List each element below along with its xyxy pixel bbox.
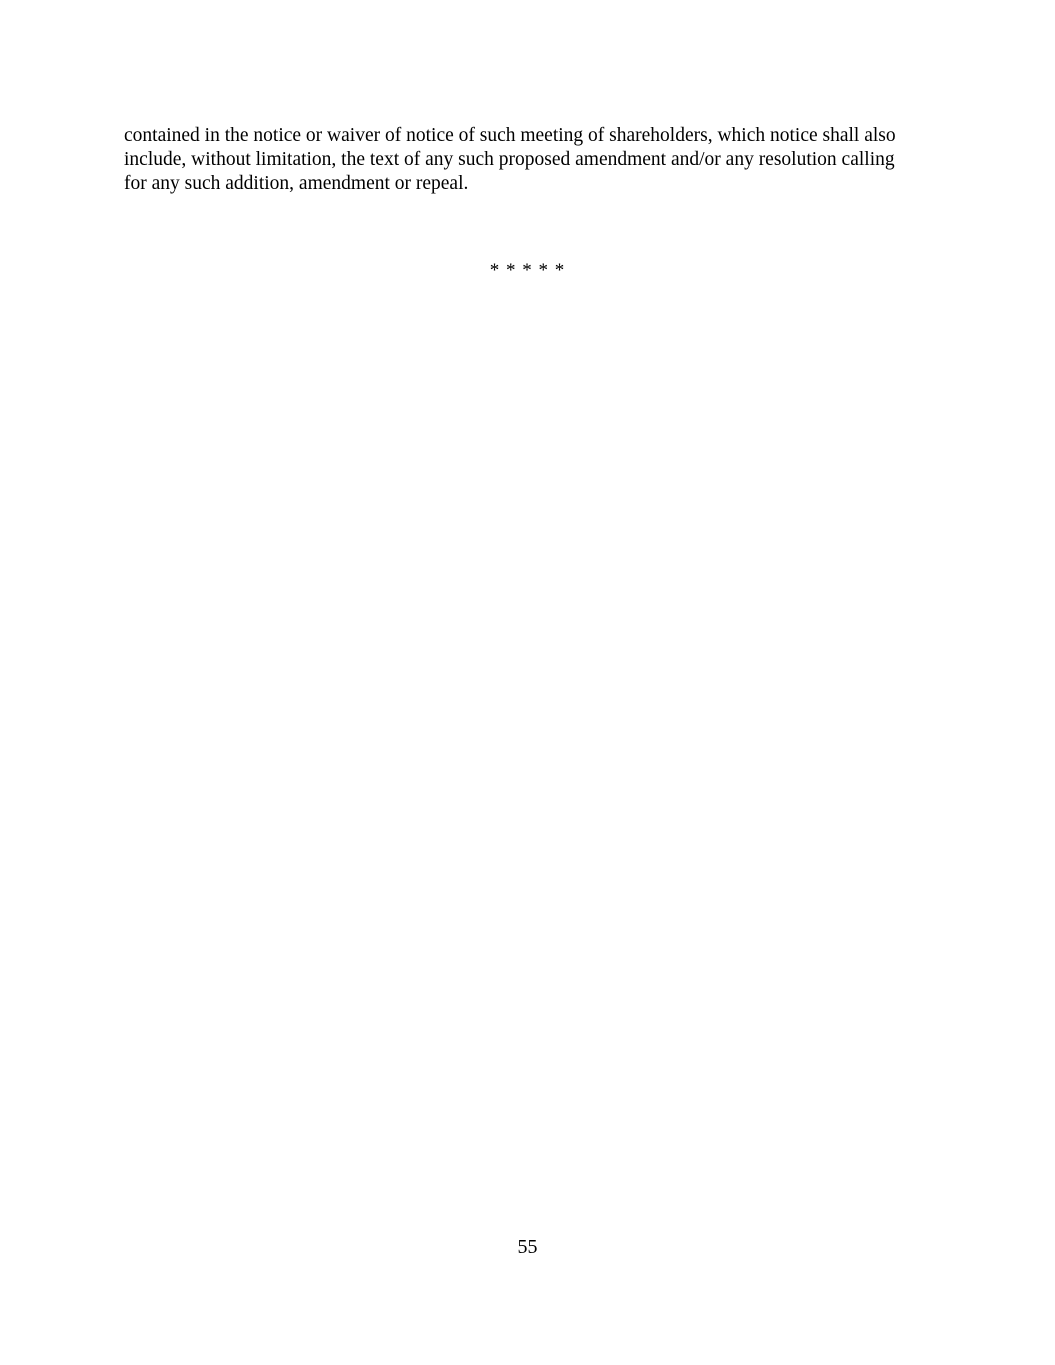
section-separator: * * * * *: [489, 260, 566, 281]
paragraph-line: for any such addition, amendment or repeal.: [124, 173, 469, 194]
page-number: 55: [517, 1236, 538, 1258]
paragraph-line: include, without limitation, the text of any such proposed amendment and/or any resolution calling: [124, 149, 895, 170]
paragraph-line: contained in the notice or waiver of notice of such meeting of shareholders, which notice shall also: [124, 125, 896, 146]
body-paragraph: [124, 124, 934, 196]
